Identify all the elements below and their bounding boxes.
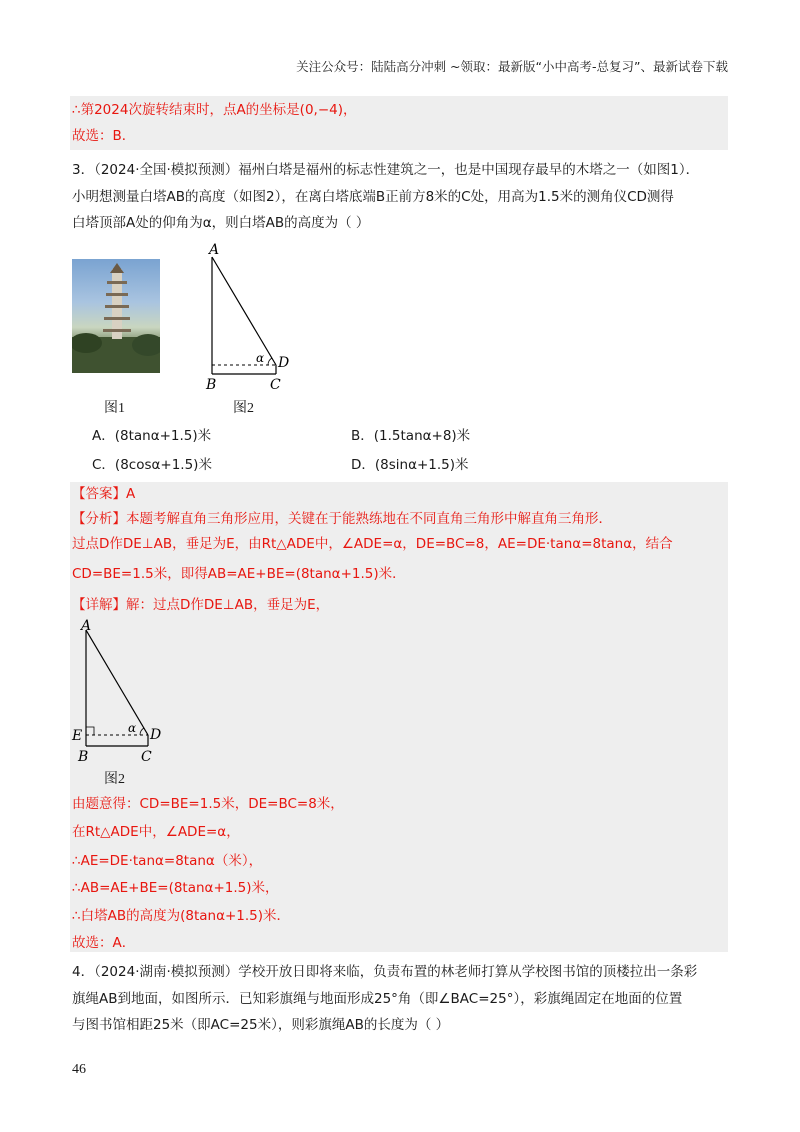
solution-step2: 在Rt△ADE中，∠ADE=α，	[72, 824, 240, 840]
fig2-label-alpha: α	[256, 351, 265, 365]
prev-choice: 故选：B．	[72, 128, 136, 144]
fig2-label-b: B	[206, 377, 217, 393]
option-d[interactable]: D．(8sinα+1.5)米	[351, 457, 469, 473]
analysis-line1: 过点D作DE⊥AB，垂足为E，由Rt△ADE中，∠ADE=α，DE=BC=8，AE=DE·tanα=8tanα，结合	[72, 536, 673, 552]
fig3-label-c: C	[141, 749, 152, 764]
answer-label: 【答案】A	[72, 486, 136, 502]
solution-step5: ∴白塔AB的高度为(8tanα+1.5)米．	[72, 908, 291, 924]
q4-line3: 与图书馆相距25米（即AC=25米），则彩旗绳AB的长度为（ ）	[72, 1017, 450, 1033]
fig3-angle-arc	[140, 728, 144, 735]
fig3-hypotenuse	[86, 630, 148, 735]
fig3-label-alpha: α	[128, 721, 137, 735]
fig1-label: 图1	[104, 401, 125, 416]
option-b[interactable]: B．(1.5tanα+8)米	[351, 428, 471, 444]
solution-step4: ∴AB=AE+BE=(8tanα+1.5)米，	[72, 880, 279, 896]
fig3-label-d: D	[150, 727, 162, 743]
q4-line1: 4．（2024·湖南·模拟预测）学校开放日即将来临，负责布置的林老师打算从学校图书馆的顶楼拉出一条彩	[72, 964, 698, 980]
option-a[interactable]: A．(8tanα+1.5)米	[92, 428, 212, 444]
fig2-label-d: D	[278, 355, 290, 371]
q3-line1: 3．（2024·全国·模拟预测）福州白塔是福州的标志性建筑之一，也是中国现存最早的木塔之一（如图1）．	[72, 162, 700, 178]
prev-conclusion: ∴第2024次旋转结束时，点A的坐标是(0,−4)，	[72, 102, 357, 118]
fig2-angle-arc	[268, 358, 272, 365]
page-number: 46	[72, 1062, 86, 1077]
solution-step3: ∴AE=DE·tanα=8tanα（米），	[72, 853, 263, 869]
fig2-label-c: C	[270, 377, 281, 393]
fig3-right-angle	[86, 727, 94, 735]
analysis-text: 【分析】本题考解直角三角形应用，关键在于能熟练地在不同直角三角形中解直角三角形．	[72, 511, 612, 527]
fig3-caption: 图2	[104, 772, 125, 787]
q3-line3: 白塔顶部A处的仰角为α，则白塔AB的高度为（ ）	[72, 215, 370, 231]
solution-step1: 由题意得：CD=BE=1.5米，DE=BC=8米，	[72, 796, 344, 812]
page-header: 关注公众号：陆陆高分冲刺 ~领取：最新版“小中高考-总复习”、最新试卷下载	[296, 59, 728, 74]
q4-line2: 旗绳AB到地面，如图所示．已知彩旗绳与地面形成25°角（即∠BAC=25°），彩旗绳固定在地面的位置	[72, 991, 683, 1007]
fig2-label-a: A	[209, 243, 220, 258]
detail-text: 【详解】解：过点D作DE⊥AB，垂足为E，	[72, 597, 330, 613]
q3-line2: 小明想测量白塔AB的高度（如图2），在离白塔底端B正前方8米的C处，用高为1.5米的测角仪CD测得	[72, 189, 674, 205]
fig3-label-a: A	[81, 618, 92, 634]
fig3-label-b: B	[78, 749, 89, 764]
pagoda-photo	[72, 259, 160, 373]
fig2-hypotenuse	[212, 257, 276, 365]
answer-figure-diagram	[70, 616, 180, 764]
pagoda-drawing	[72, 259, 160, 373]
solution-choice: 故选：A．	[72, 935, 136, 951]
analysis-line2: CD=BE=1.5米，即得AB=AE+BE=(8tanα+1.5)米．	[72, 566, 406, 582]
fig3-label-e: E	[72, 728, 83, 744]
fig2-label: 图2	[233, 401, 254, 416]
option-c[interactable]: C．(8cosα+1.5)米	[92, 457, 212, 473]
figure2-diagram	[196, 243, 306, 393]
